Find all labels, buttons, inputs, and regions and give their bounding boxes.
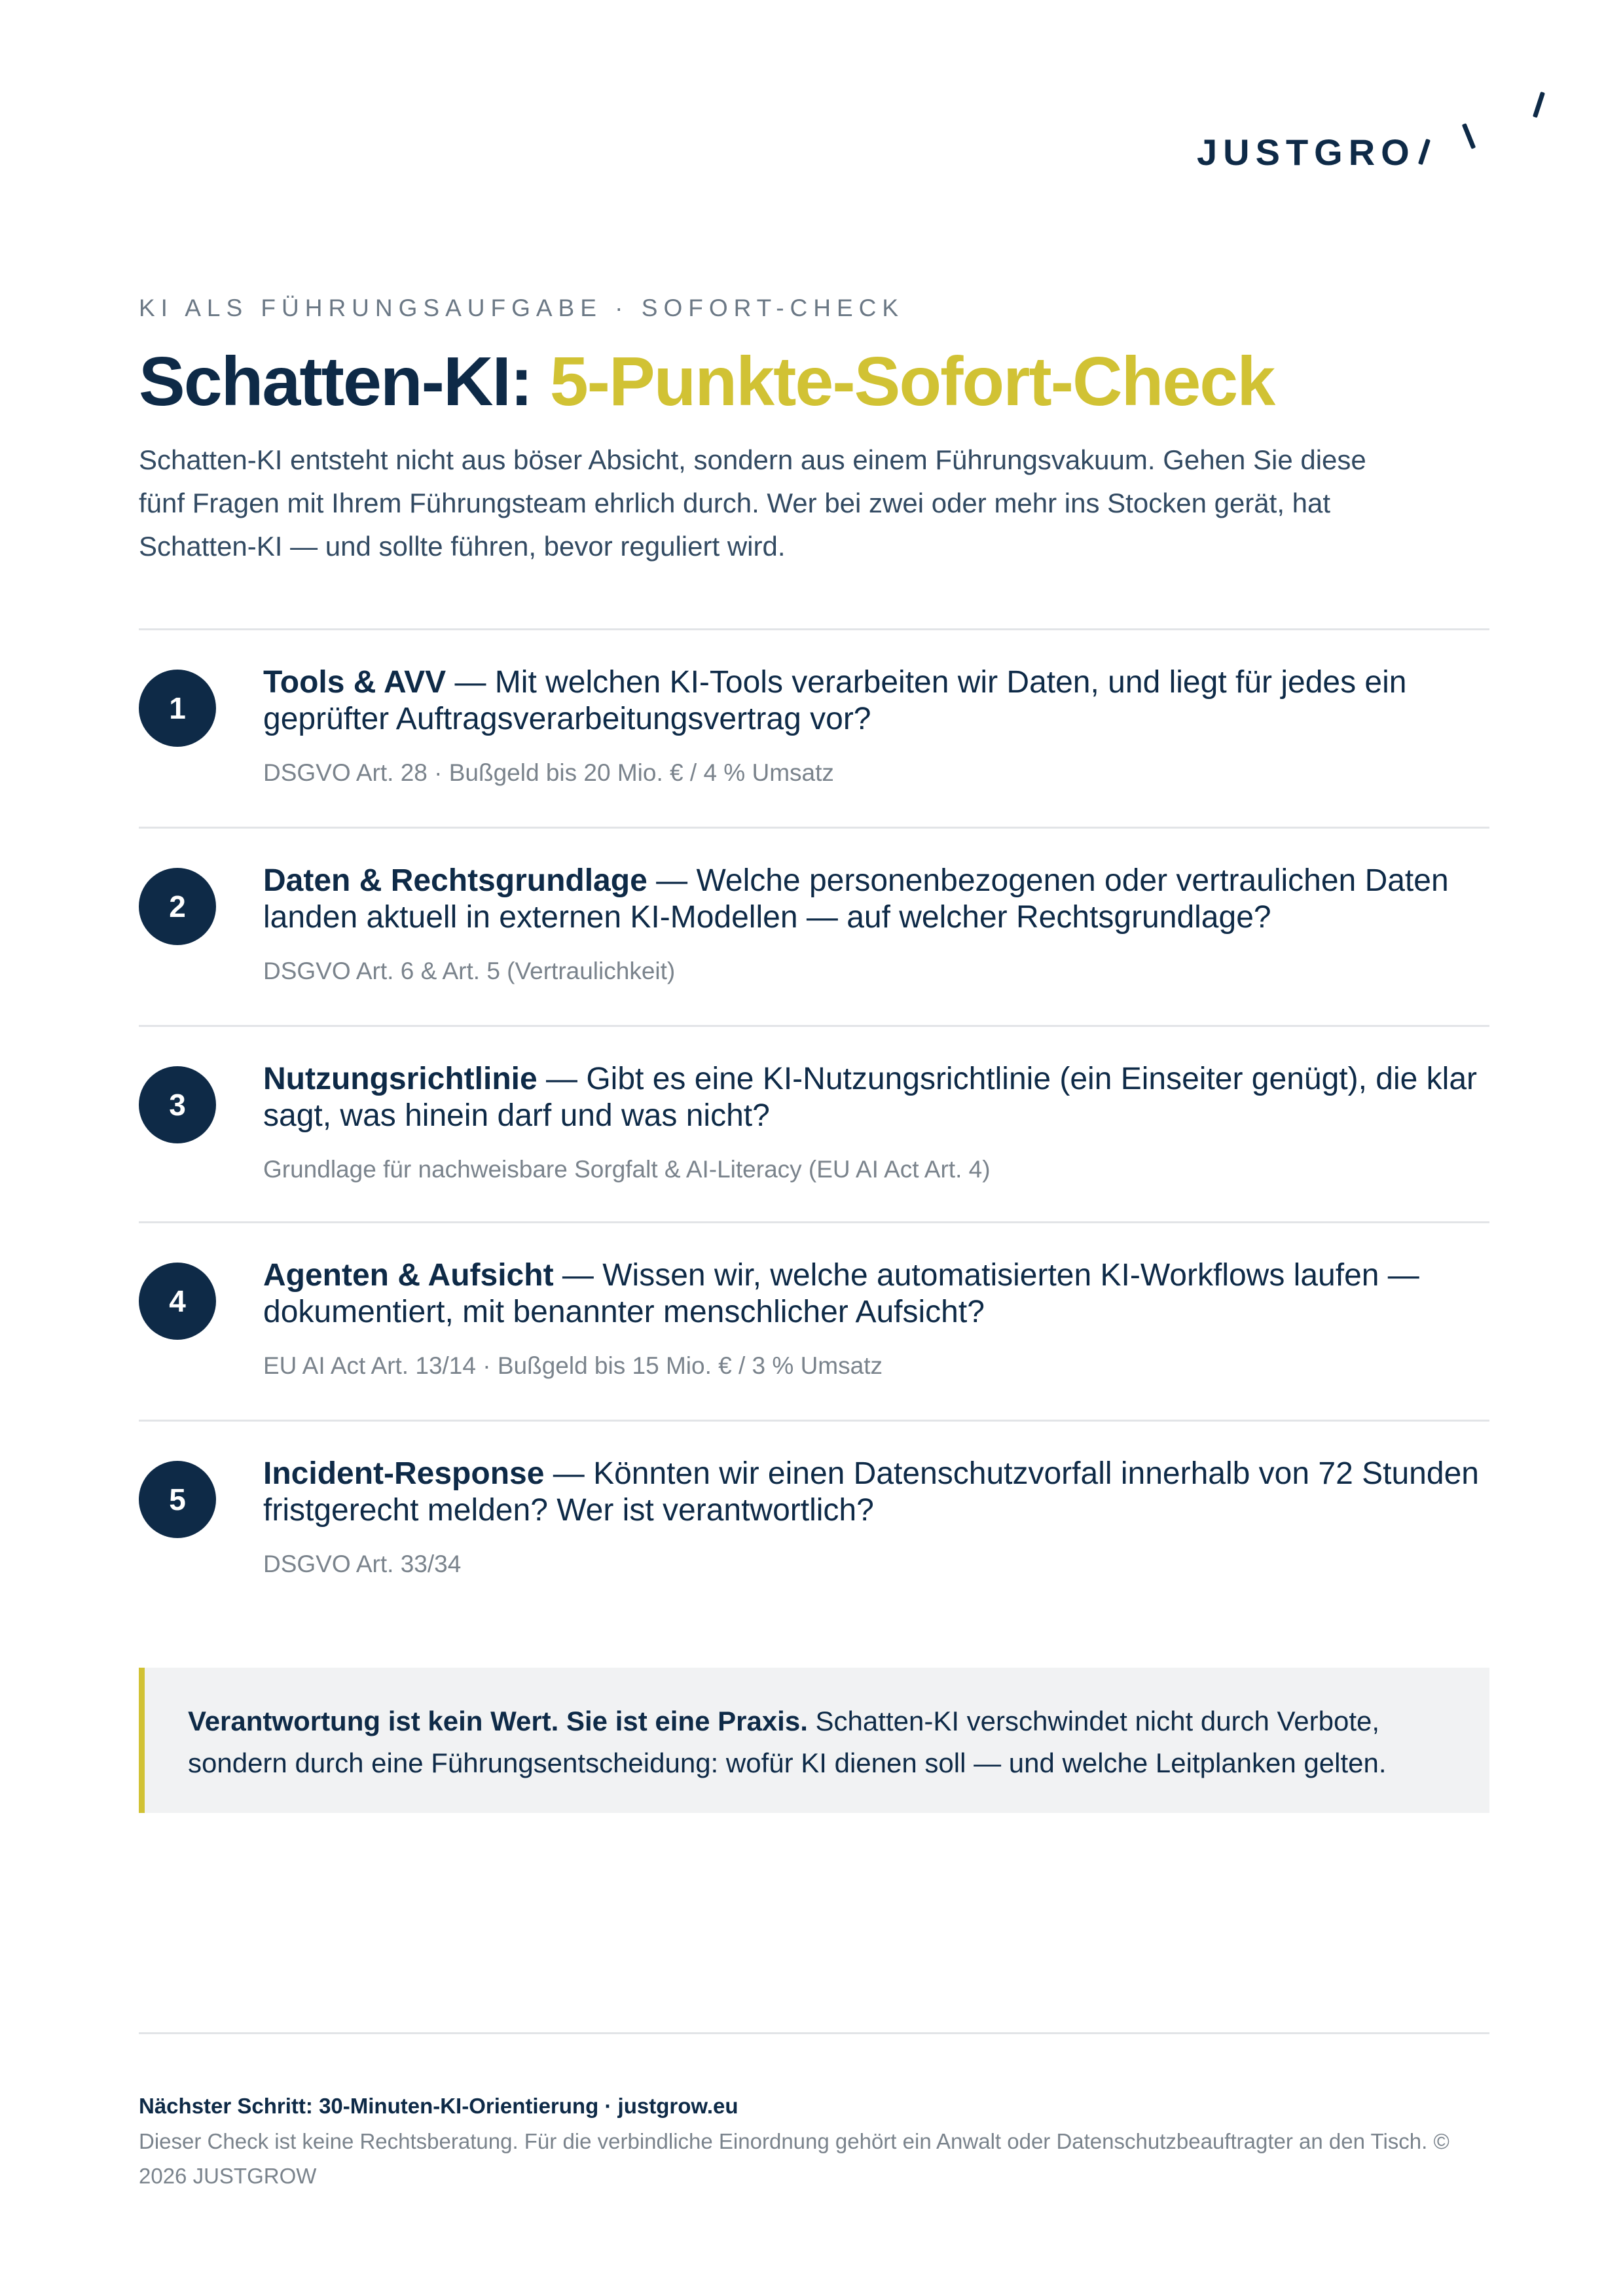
item-question bbox=[263, 1257, 1487, 1331]
item-heading: Daten & Rechtsgrundlage bbox=[263, 863, 647, 898]
item-reference: DSGVO Art. 33/34 bbox=[263, 1551, 462, 1577]
item-question bbox=[263, 1456, 1487, 1529]
logo-slash-icon bbox=[1533, 92, 1545, 118]
item-question-text: — Welche personenbezogenen oder vertraulichen Daten landen aktuell in externen KI-Modellen — auf welcher Rechtsgrundlage? bbox=[263, 863, 1449, 935]
item-question-text: — Könnten wir einen Datenschutzvorfall innerhalb von 72 Stunden fristgerecht melden? Wer ist verantwortlich? bbox=[263, 1456, 1479, 1528]
item-heading: Incident-Response bbox=[263, 1456, 545, 1491]
item-heading: Tools & AVV bbox=[263, 665, 447, 700]
item-reference: Grundlage für nachweisbare Sorgfalt & AI-Literacy (EU AI Act Art. 4) bbox=[263, 1156, 991, 1183]
item-heading: Agenten & Aufsicht bbox=[263, 1258, 554, 1293]
item-question bbox=[263, 1061, 1487, 1134]
item-number-badge: 4 bbox=[139, 1263, 216, 1340]
item-heading: Nutzungsrichtlinie bbox=[263, 1062, 538, 1096]
item-reference: DSGVO Art. 6 & Art. 5 (Vertraulichkeit) bbox=[263, 958, 676, 984]
item-number-badge: 1 bbox=[139, 670, 216, 747]
check-item bbox=[139, 630, 1489, 827]
title-part-1: Schatten-KI: bbox=[139, 343, 532, 420]
check-item bbox=[139, 1422, 1489, 1618]
item-reference: DSGVO Art. 28 · Bußgeld bis 20 Mio. € / 4 % Umsatz bbox=[263, 759, 834, 786]
logo-slash-icon bbox=[1418, 139, 1431, 165]
item-number-badge: 2 bbox=[139, 868, 216, 945]
item-question bbox=[263, 664, 1487, 738]
title-part-2: 5-Punkte-Sofort-Check bbox=[549, 343, 1275, 420]
eyebrow-label: KI ALS FÜHRUNGSAUFGABE · SOFORT-CHECK bbox=[139, 295, 905, 321]
brand-logo: JUSTGRO bbox=[1197, 132, 1415, 173]
item-question-text: — Mit welchen KI-Tools verarbeiten wir Daten, und liegt für jedes ein geprüfter Auftragsverarbeitungsvertrag vor? bbox=[263, 665, 1407, 736]
callout-body: Schatten-KI verschwindet nicht durch Verbote, sondern durch eine Führungsentscheidung: wofür KI dienen soll — und welche Leitplanken gelten. bbox=[188, 1706, 1387, 1778]
item-reference: EU AI Act Art. 13/14 · Bußgeld bis 15 Mio. € / 3 % Umsatz bbox=[263, 1352, 883, 1379]
item-number-badge: 5 bbox=[139, 1461, 216, 1538]
item-number-badge: 3 bbox=[139, 1066, 216, 1143]
footer-disclaimer: Dieser Check ist keine Rechtsberatung. Für die verbindliche Einordnung gehört ein Anwalt oder Datenschutzbeauftragter an den Tisch. © 2026 JUSTGROW bbox=[139, 2129, 1450, 2188]
callout-lead: Verantwortung ist kein Wert. Sie ist eine Praxis. bbox=[188, 1706, 808, 1736]
item-question-text: — Gibt es eine KI-Nutzungsrichtlinie (ein Einseiter genügt), die klar sagt, was hinein darf und was nicht? bbox=[263, 1062, 1478, 1133]
logo-slash-icon bbox=[1462, 123, 1476, 149]
footer-next-step: Nächster Schritt: 30-Minuten-KI-Orientierung · justgrow.eu bbox=[139, 2094, 739, 2118]
item-question bbox=[263, 863, 1487, 936]
check-item bbox=[139, 1027, 1489, 1223]
page-title bbox=[139, 344, 1274, 420]
check-item bbox=[139, 1223, 1489, 1420]
footer-divider bbox=[139, 2032, 1489, 2034]
item-question-text: — Wissen wir, welche automatisierten KI-Workflows laufen — dokumentiert, mit benannter menschlicher Aufsicht? bbox=[263, 1258, 1419, 1329]
intro-paragraph: Schatten-KI entsteht nicht aus böser Absicht, sondern aus einem Führungsvakuum. Gehen Sie diese fünf Fragen mit Ihrem Führungsteam ehrlich durch. Wer bei zwei oder mehr ins Stocken gerät, hat Schatten-KI — und sollte führen, bevor reguliert wird. bbox=[139, 444, 1366, 562]
callout-text bbox=[188, 1700, 1471, 1784]
callout-box bbox=[139, 1668, 1489, 1813]
check-item bbox=[139, 829, 1489, 1025]
